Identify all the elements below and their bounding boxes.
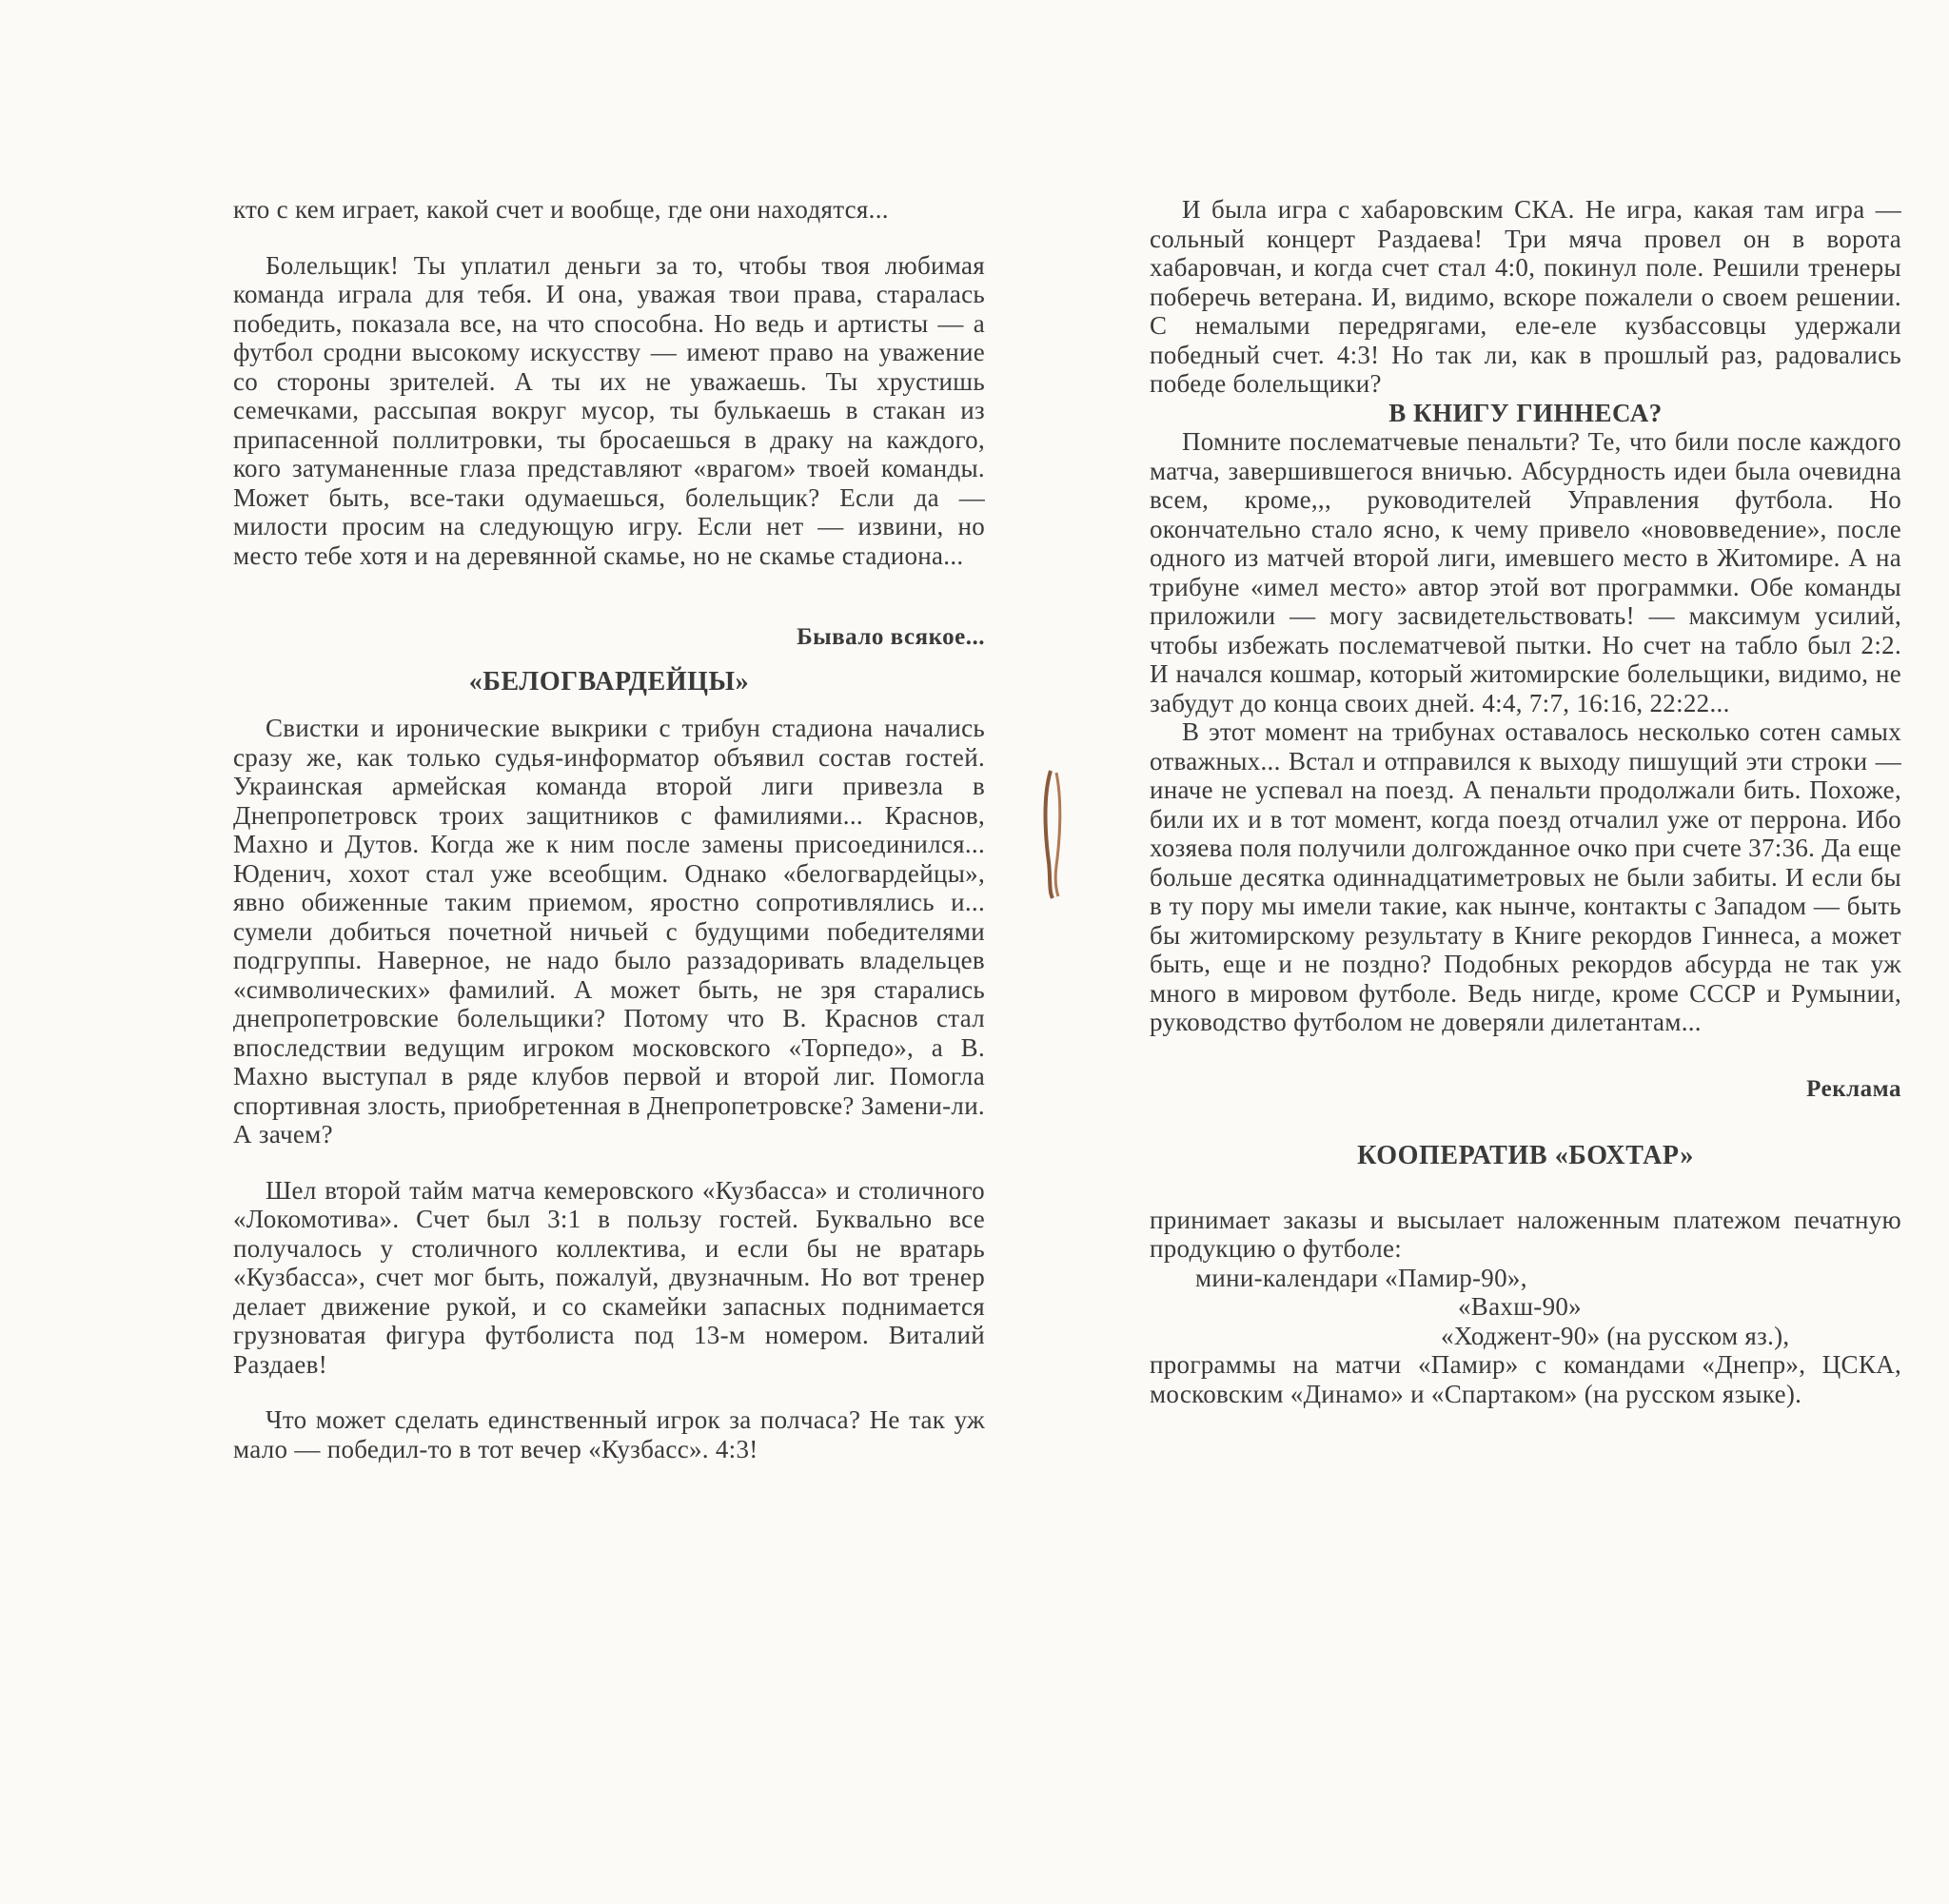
advert-product-list [1150,1264,1901,1351]
article-paragraph: Свистки и иронические выкрики с трибун стадиона начались сразу же, как только судья-информатор объявил состав гостей. Украинская армейская команда второй лиги привезла в Днепропетровск троих защитников с фамилиями... Краснов, Махно и Дутов. Когда же к ним после замены присоединился... Юденич, хохот стал уже всеобщим. Однако «белогвардейцы», явно обиженные таким приемом, яростно сопротивлялись и... сумели добиться почетной ничьей с будущими победителями подгруппы. Наверное, не надо было раззадоривать владельцев «символических» фамилий. А может быть, не зря старались днепропетровские болельщики? Потому что В. Краснов стал впоследствии ведущим игроком московского «Торпедо», а В. Махно выступал в ряде клубов первой и второй лиг. Помогла спортивная злость, приобретенная в Днепропетровске? Замени-ли. А зачем? [233,714,985,1148]
advert-intro: принимает заказы и высылает наложенным платежом печатную продукцию о футболе: [1150,1205,1901,1263]
appeal-paragraph: Болельщик! Ты уплатил деньги за то, чтобы твоя любимая команда играла для тебя. И она, уважая твои права, старалась победить, показала все, на что способна. Но ведь и артисты — а футбол сродни высокому искусству — имеют право на уважение со стороны зрителей. А ты их не уважаешь. Ты хрустишь семечками, рассыпая вокруг мусор, ты булькаешь в стакан из припасенной поллитровки, ты бросаешься в драку на каждого, кого затуманенные глаза представляют «врагом» твоей команды. Может быть, все-таки одумаешься, болельщик? Если да — милости просим на следующую игру. Если нет — извини, но место тебе хотя и на деревянной скамье, но не скамье стадиона... [233,250,985,570]
article-paragraph: Что может сделать единственный игрок за полчаса? Не так уж мало — победил-то в тот вечер «Кузбасс». 4:3! [233,1405,985,1463]
advert-headline: КООПЕРАТИВ «БОХТАР» [1357,1141,1694,1170]
article-paragraph: Шел второй тайм матча кемеровского «Кузбасса» и столичного «Локомотива». Счет был 3:1 в пользу гостей. Буквально все получалось у столичного коллектива, и если бы не вратарь «Кузбасса», счет мог быть, пожалуй, двузначным. Но вот тренер делает движение рукой, и со скамейки запасных поднимается грузноватая фигура футболиста под 13-м номером. Виталий Раздаев! [233,1175,985,1379]
rubric-label: Бывало всякое... [797,624,985,650]
advert-item: «Вахш-90» [1458,1292,1582,1321]
continuation-paragraph: И была игра с хабаровским СКА. Не игра, какая там игра — сольный концерт Раздаева! Три мяча провел он в ворота хабаровчан, и когда счет стал 4:0, покинул поле. Решили тренеры поберечь ветерана. И, видимо, вскоре пожалели о своем решении. С немалыми передрягами, еле-еле кузбассовцы удержали победный счет. 4:3! Но так ли, как в прошлый раз, радовались победе болельщики? [1150,195,1901,398]
advert-outro: программы на матчи «Памир» с командами «Днепр», ЦСКА, московским «Динамо» и «Спартаком» (на русском языке). [1150,1350,1901,1408]
advert-item: «Ходжент-90» (на русском яз.), [1441,1321,1790,1350]
section-subheadline: В КНИГУ ГИННЕСА? [1388,398,1663,427]
guinness-paragraph: В этот момент на трибунах оставалось несколько сотен самых отважных... Встал и отправился к выходу пишущий эти строки — иначе не успевал на поезд. А пенальти продолжали бить. Похоже, били их и в тот момент, когда поезд отчалил уже от перрона. Ибо хозяева поля получили долгожданное очко при счете 37:36. Да еще больше десятка одиннадцатиметровых не были забиты. И если бы в ту пору мы имели такие, как нынче, контакты с Западом — быть бы житомирскому результату в Книге рекордов Гиннеса, а может быть, еще и не поздно? Подобных рекордов абсурда не так уж много в мировом футболе. Ведь нигде, кроме СССР и Румынии, руководство футболом не доверяли дилетантам... [1150,717,1901,1036]
guinness-paragraph: Помните послематчевые пенальти? Те, что били после каждого матча, завершившегося вничью. Абсурдность идеи была очевидна всем, кроме,,, руководителей Управления футбола. Но окончательно стало ясно, к чему привело «нововведение», после одного из матчей второй лиги, имевшего место в Житомире. А на трибуне «имел место» автор этой вот программки. Обе команды приложили — могу засвидетельствовать! — максимум усилий, чтобы избежать послематчевой пытки. Но счет на табло был 2:2. И начался кошмар, который житомирские болельщики, видимо, не забудут до конца своих дней. 4:4, 7:7, 16:16, 22:22... [1150,427,1901,717]
right-column [1150,195,1901,1408]
binding-staple-mark [1039,767,1068,900]
opening-fragment: кто с кем играет, какой счет и вообще, где они находятся... [233,195,889,224]
advert-item: мини-календари «Памир-90», [1195,1263,1527,1292]
article-headline: «БЕЛОГВАРДЕЙЦЫ» [468,666,750,697]
left-column [233,195,985,1463]
advert-rubric: Реклама [1806,1075,1901,1102]
